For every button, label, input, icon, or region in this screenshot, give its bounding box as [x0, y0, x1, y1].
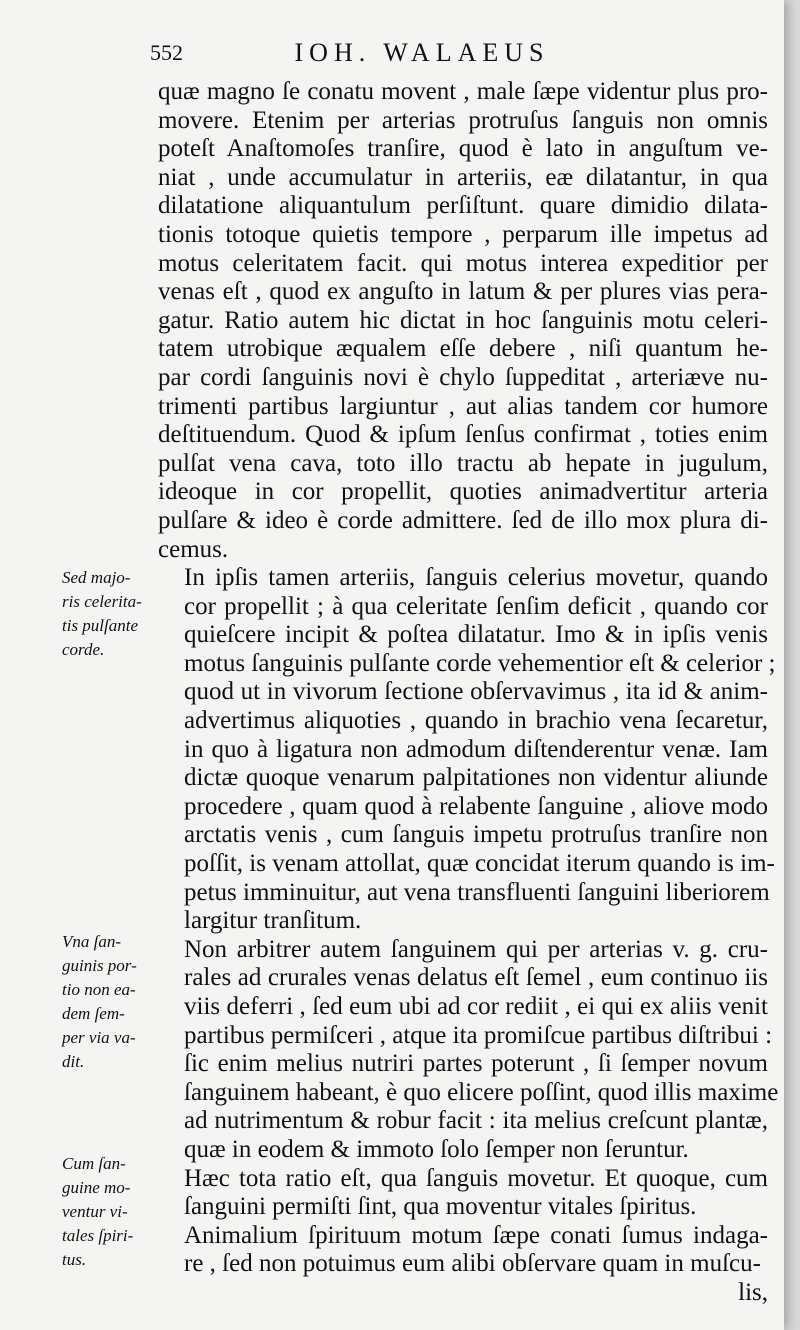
text-line: quieſcere incipit & poſtea dilatatur. Imo & in ipſis venis [184, 621, 768, 649]
margin-note-line: tales ſpiri- [62, 1226, 134, 1245]
margin-note-line: dem ſem- [62, 1004, 125, 1023]
text-line: advertimus aliquoties , quando in brachio vena ſecaretur, [184, 707, 768, 735]
text-line: Animalium ſpirituum motum ſæpe conati ſumus indaga- [184, 1221, 768, 1249]
margin-note-3 [62, 1152, 154, 1272]
text-line: ſanguini permiſti ſint, qua moventur vitales ſpiritus. [184, 1193, 697, 1221]
margin-note-line: Vna ſan- [62, 932, 122, 951]
text-line: re , ſed non potuimus eum alibi obſervare quam in muſcu- [184, 1250, 761, 1278]
text-line: pulſare & ideo è corde admittere. ſed de illo mox plura di- [158, 506, 768, 534]
margin-note-line: ris celerita- [62, 592, 142, 611]
text-line: gatur. Ratio autem hic dictat in hoc ſanguinis motu celeri- [158, 306, 768, 334]
text-line: ſanguinem habeant, è quo elicere poſſint, quod illis maxime [184, 1078, 779, 1106]
text-line: Non arbitrer autem ſanguinem qui per arterias v. g. cru- [184, 935, 768, 963]
text-line: quæ magno ſe conatu movent , male ſæpe videntur plus pro- [158, 78, 768, 105]
text-line: In ipſis tamen arteriis, ſanguis celerius movetur, quando [184, 564, 768, 592]
margin-note-line: guine mo- [62, 1178, 131, 1197]
margin-note-line: dit. [62, 1052, 85, 1071]
text-line: niat , unde accumulatur in arteriis, eæ dilatantur, in qua [158, 163, 768, 191]
margin-note-line: per via va- [62, 1028, 136, 1047]
text-line: dictæ quoque venarum palpitationes non videntur aliunde [184, 764, 768, 792]
text-line: procedere , quam quod à relabente ſanguine , aliove modo [184, 792, 768, 820]
margin-note-line: Cum ſan- [62, 1154, 126, 1173]
paragraph [158, 78, 768, 564]
margin-note-line: corde. [62, 640, 105, 659]
body-text [158, 78, 779, 1308]
text-line: arctatis venis , cum ſanguis impetu protruſus tranſire non [184, 821, 768, 849]
text-line: trimenti partibus largiuntur , aut alias tandem cor humore [158, 392, 768, 420]
margin-note-line: Sed majo- [62, 568, 131, 587]
text-line: motus ſanguinis pulſante corde vehementior eſt & celerior ; [184, 649, 776, 677]
text-line: dilatatione aliquantulum perſiſtunt. quare dimidio dilata- [158, 192, 768, 220]
running-head: IOH. WALAEUS [294, 38, 550, 67]
paragraph [158, 564, 776, 936]
text-line: largitur tranſitum. [184, 907, 362, 935]
margin-note-line: tio non ea- [62, 980, 136, 999]
paragraph [158, 1222, 768, 1279]
text-line: motus celeritatem facit. qui motus interea expeditior per [158, 249, 768, 277]
margin-note-2 [62, 930, 154, 1074]
text-line: partibus permiſceri , atque ita promiſcue partibus diſtribui : [184, 1021, 773, 1049]
page-number: 552 [150, 40, 183, 65]
text-line: ideoque in cor propellit, quoties animadvertitur arteria [158, 478, 768, 506]
text-line: cor propellit ; à qua celeritate ſenſim deficit , quando cor [184, 592, 768, 620]
text-line: in quo à ligatura non admodum diſtenderentur venæ. Iam [184, 735, 768, 763]
paragraph [158, 1165, 768, 1222]
margin-note-1 [62, 566, 154, 662]
text-line: petus imminuitur, aut vena transfluenti ſanguini liberiorem [184, 878, 770, 906]
text-line: tionis totoque quietis tempore , perparum ille impetus ad [158, 220, 768, 248]
text-line: viis deferri , ſed eum ubi ad cor rediit , ei qui ex aliis venit [184, 993, 768, 1020]
text-line: Hæc tota ratio eſt, qua ſanguis movetur. Et quoque, cum [184, 1164, 768, 1192]
text-line: cemus. [158, 535, 229, 563]
margin-note-line: ventur vi- [62, 1202, 128, 1221]
text-line: ſic enim melius nutriri partes poterunt , ſi ſemper novum [184, 1050, 768, 1078]
text-line: tatem utrobique æqualem eſſe debere , niſi quantum he- [158, 335, 768, 363]
catchword: lis, [738, 1278, 768, 1306]
text-line: venas eſt , quod ex anguſto in latum & per plures vias pera- [158, 278, 768, 306]
margin-note-line: tis pulſante [62, 616, 139, 635]
text-line: pulſat vena cava, toto illo tractu ab hepate in jugulum, [158, 449, 768, 477]
text-line: par cordi ſanguinis novi è chylo ſuppeditat , arteriæve nu- [158, 363, 768, 391]
text-line: ad nutrimentum & robur facit : ita melius creſcunt plantæ, [184, 1107, 768, 1135]
text-line: quæ in eodem & immoto ſolo ſemper non ſeruntur. [184, 1135, 689, 1163]
margin-note-line: guinis por- [62, 956, 137, 975]
text-line: deſtituendum. Quod & ipſum ſenſus confirmat , toties enim [158, 421, 768, 449]
text-line: poſſit, is venam attollat, quæ concidat iterum quando is im- [184, 850, 775, 878]
paragraph [158, 935, 779, 1165]
text-line: quod ut in vivorum ſectione obſervavimus , ita id & anim- [184, 678, 768, 706]
margin-note-line: tus. [62, 1250, 87, 1269]
text-line: movere. Etenim per arterias protruſus ſanguis non omnis [158, 106, 768, 134]
text-line: poteſt Anaſtomoſes tranſire, quod è lato in anguſtum ve- [158, 135, 768, 163]
text-line: rales ad crurales venas delatus eſt ſemel , eum continuo iis [184, 964, 768, 992]
